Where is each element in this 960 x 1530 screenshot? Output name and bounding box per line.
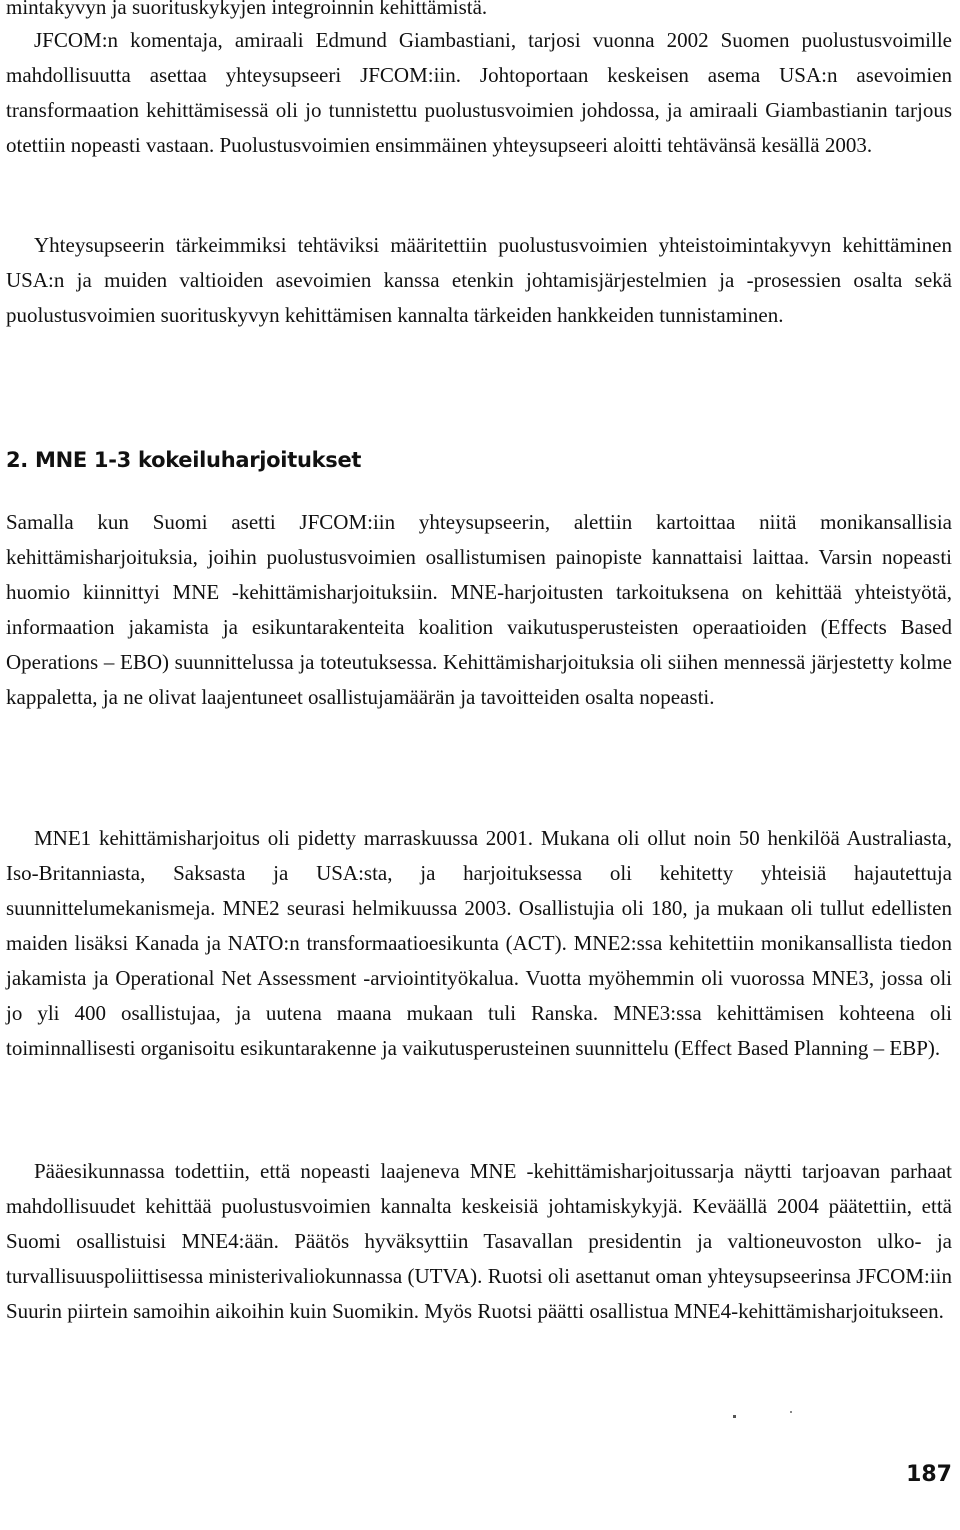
- page-number: 187: [906, 1462, 952, 1487]
- scan-speck: [733, 1415, 736, 1418]
- scan-speck: [790, 1411, 792, 1413]
- paragraph-continuation: mintakyvyn ja suorituskykyjen integroinnin kehittämistä.: [6, 0, 488, 19]
- paragraph-jfcom-offer: JFCOM:n komentaja, amiraali Edmund Giambastiani, tarjosi vuonna 2002 Suomen puolustusvoimille mahdollisuutta asettaa yhteysupseeri JFCOM:iin. Johtoportaan keskeisen asema USA:n asevoimien transformaation kehittämisessä oli jo tunnistettu puolustusvoimien johdossa, ja amiraali Giambastianin tarjous otettiin nopeasti vastaan. Puolustusvoimien ensimmäinen yhteysupseeri aloitti tehtävänsä kesällä 2003.: [6, 28, 952, 157]
- paragraph-mne1-3: MNE1 kehittämisharjoitus oli pidetty marraskuussa 2001. Mukana oli ollut noin 50 henkilöä Australiasta, Iso-Britanniasta, Saksasta ja USA:sta, ja harjoituksessa oli kehitetty yhteisiä hajautettuja suunnittelumekanismeja. MNE2 seurasi helmikuussa 2003. Osallistujia oli 180, ja mukaan oli tullut edellisten maiden lisäksi Kanada ja NATO:n transformaatioesikunta (ACT). MNE2:ssa kehitettiin monikansallista tiedon jakamista ja Operational Net Assessment -arviointityökalua. Vuotta myöhemmin oli vuorossa MNE3, jossa oli jo yli 400 osallistujaa, ja uutena maana mukaan tuli Ranska. MNE3:ssa kehittämisen kohteena oli toiminnallisesti organisoitu esikuntarakenne ja vaikutusperusteinen suunnittelu (Effect Based Planning – EBP).: [6, 826, 952, 1060]
- paragraph-mne4-decision: Pääesikunnassa todettiin, että nopeasti laajeneva MNE -kehittämisharjoitussarja näytti tarjoavan parhaat mahdollisuudet kehittää puolustusvoimien kannalta keskeisiä johtamiskykyjä. Keväällä 2004 päätettiin, että Suomi osallistuisi MNE4:ään. Päätös hyväksyttiin Tasavallan presidentin ja valtioneuvoston ulko- ja turvallisuuspoliittisessa ministerivaliokunnassa (UTVA). Ruotsi oli asettanut oman yhteysupseerinsa JFCOM:iin Suurin piirtein samoihin aikoihin kuin Suomikin. Myös Ruotsi päätti osallistua MNE4-kehittämisharjoitukseen.: [6, 1159, 952, 1323]
- paragraph-mne-intro: Samalla kun Suomi asetti JFCOM:iin yhteysupseerin, alettiin kartoittaa niitä monikansallisia kehittämisharjoituksia, joihin puolustusvoimien osallistumisen painopiste kannattaisi laittaa. Varsin nopeasti huomio kiinnittyi MNE -kehittämisharjoituksiin. MNE-harjoitusten tarkoituksena on kehittää yhteistyötä, informaation jakamista ja esikuntarakenteita koalition vaikutusperusteisten operaatioiden (Effects Based Operations – EBO) suunnittelussa ja toteutuksessa. Kehittämisharjoituksia oli siihen mennessä järjestetty kolme kappaletta, ja ne olivat laajentuneet osallistujamäärän ja tavoitteiden osalta nopeasti.: [6, 510, 952, 709]
- section-heading: 2. MNE 1-3 kokeiluharjoitukset: [6, 448, 362, 472]
- paragraph-liaison-tasks: Yhteysupseerin tärkeimmiksi tehtäviksi määritettiin puolustusvoimien yhteistoimintakyvyn kehittäminen USA:n ja muiden valtioiden asevoimien kanssa etenkin johtamisjärjestelmien ja -prosessien osalta sekä puolustusvoimien suorituskyvyn kehittämisen kannalta tärkeiden hankkeiden tunnistaminen.: [6, 233, 952, 327]
